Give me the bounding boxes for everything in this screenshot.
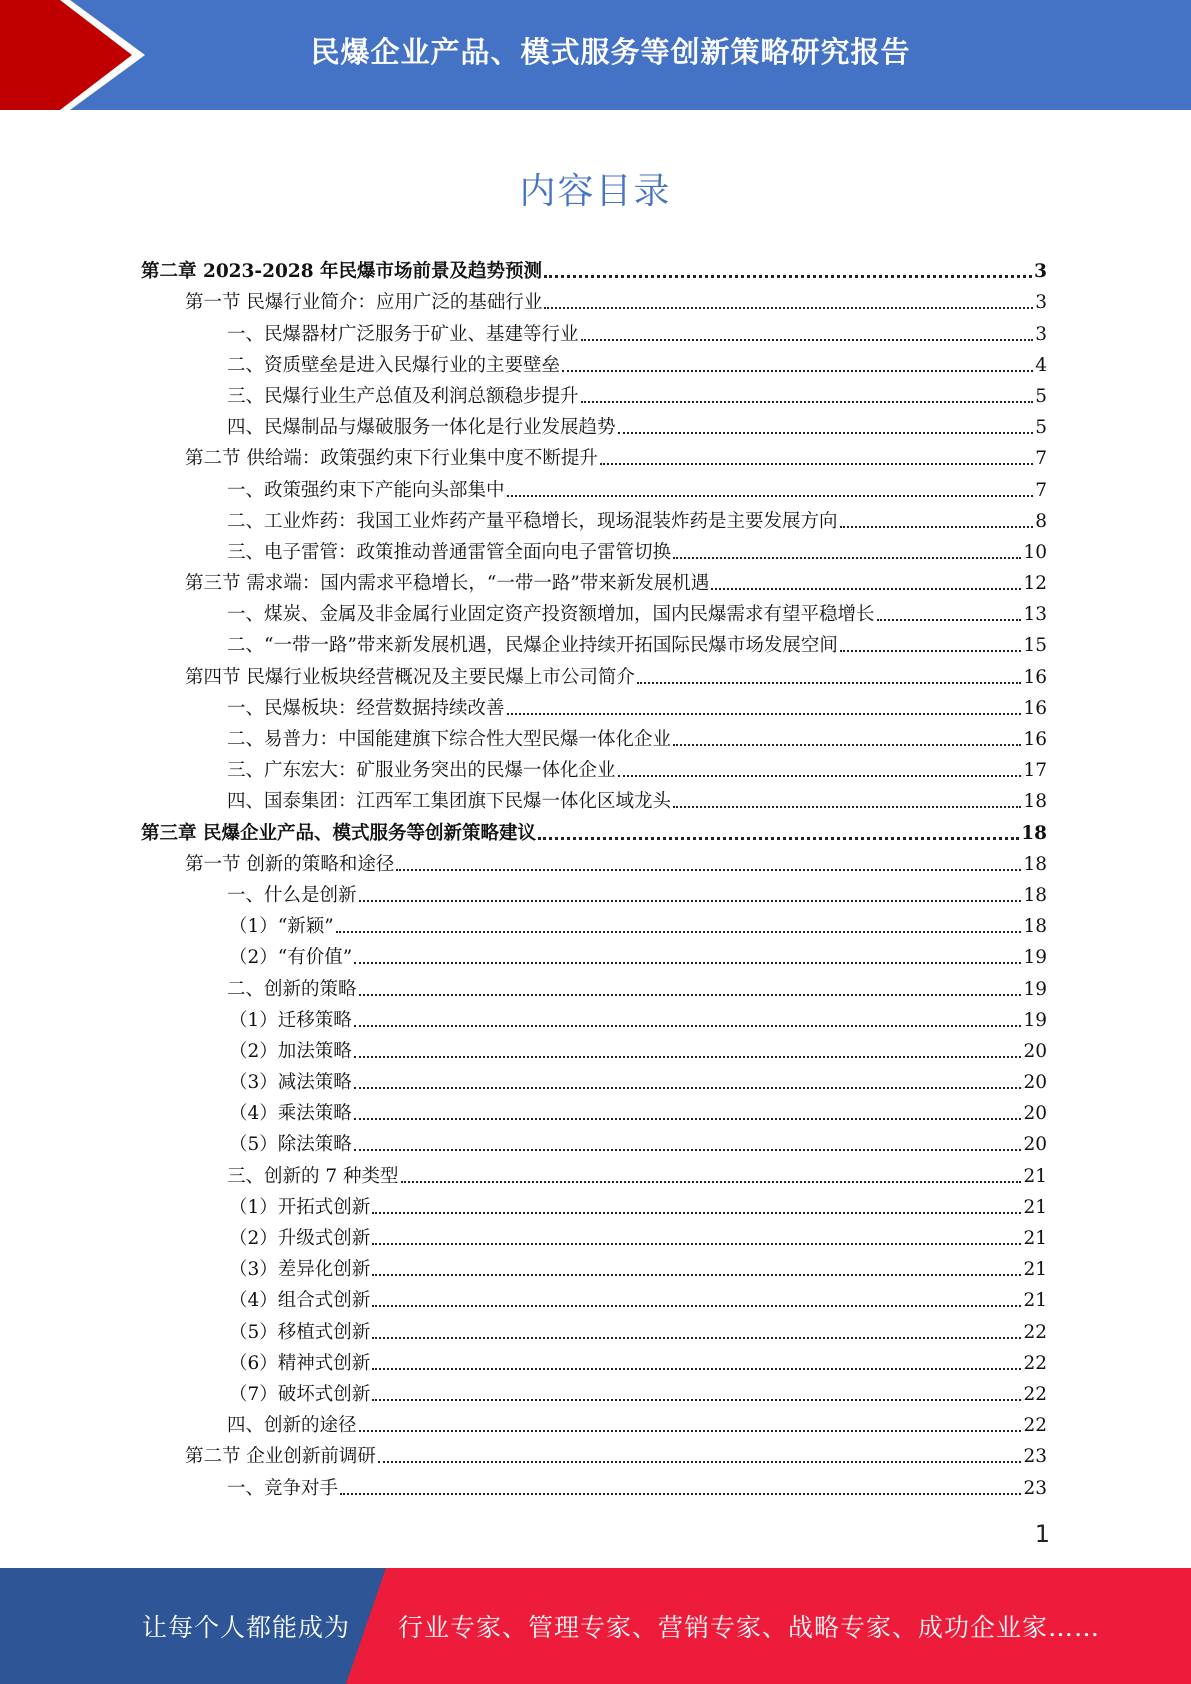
toc-entry[interactable] (141, 315, 1047, 346)
toc-entry[interactable] (141, 1220, 1047, 1251)
toc-entry-page: 7 (1035, 448, 1047, 470)
toc-entry-label: （4）组合式创新 (229, 1290, 371, 1312)
toc-entry[interactable] (141, 846, 1047, 877)
toc-entry-page: 23 (1023, 1446, 1047, 1468)
toc-entry-page: 19 (1023, 978, 1047, 1000)
toc-entry[interactable] (141, 1189, 1047, 1220)
toc-entry-label: （5）移植式创新 (229, 1321, 371, 1343)
toc-dot-leader (840, 632, 1022, 652)
footer-slogan-left: 让每个人都能成为 (142, 1613, 351, 1642)
toc-entry[interactable] (141, 690, 1047, 721)
toc-entry-label: 二、工业炸药：我国工业炸药产量平稳增长，现场混装炸药是主要发展方向 (227, 510, 838, 532)
toc-entry-page: 21 (1023, 1196, 1047, 1218)
toc-dot-leader (840, 508, 1034, 528)
toc-entry[interactable] (141, 877, 1047, 908)
toc-dot-leader (507, 477, 1034, 497)
toc-entry[interactable] (141, 284, 1047, 315)
report-footer-banner (0, 1568, 1191, 1684)
toc-entry-label: 第二节 企业创新前调研 (185, 1446, 376, 1468)
toc-entry-page: 20 (1023, 1040, 1047, 1062)
toc-entry-page: 16 (1023, 729, 1047, 750)
toc-entry-page: 16 (1023, 666, 1047, 688)
toc-entry[interactable] (141, 534, 1047, 565)
toc-entry-page: 21 (1023, 1259, 1047, 1281)
toc-dot-leader (336, 913, 1022, 933)
toc-entry-label: （3）减法策略 (229, 1072, 352, 1094)
toc-entry-label: 二、易普力：中国能建旗下综合性大型民爆一体化企业 (227, 729, 672, 750)
toc-entry[interactable] (141, 1251, 1047, 1282)
toc-entry-page: 21 (1023, 1228, 1047, 1249)
toc-entry-page: 16 (1023, 697, 1047, 719)
toc-entry-page: 22 (1023, 1321, 1047, 1343)
toc-entry-label: 一、民爆器材广泛服务于矿业、基建等行业 (227, 323, 579, 345)
toc-dot-leader (372, 1225, 1021, 1245)
toc-entry-page: 18 (1023, 884, 1047, 906)
toc-dot-leader (359, 882, 1022, 902)
toc-dot-leader (544, 289, 1033, 309)
toc-entry[interactable] (141, 596, 1047, 627)
toc-dot-leader (372, 1319, 1021, 1339)
toc-entry[interactable] (141, 658, 1047, 689)
toc-entry[interactable] (141, 939, 1047, 970)
toc-entry-page: 18 (1023, 791, 1047, 813)
toc-entry-label: 第二章 2023-2028 年民爆市场前景及趋势预测 (141, 261, 543, 283)
toc-entry-label: 第四节 民爆行业板块经营概况及主要民爆上市公司简介 (185, 666, 635, 688)
toc-entry-label: （7）破坏式创新 (229, 1383, 371, 1405)
toc-entry-label: （2）升级式创新 (229, 1228, 371, 1249)
toc-entry-label: 三、民爆行业生产总值及利润总额稳步提升 (227, 385, 579, 407)
toc-entry-label: 一、什么是创新 (227, 884, 357, 906)
toc-entry-page: 18 (1023, 916, 1047, 938)
toc-entry[interactable] (141, 1282, 1047, 1313)
toc-entry-page: 7 (1035, 479, 1047, 501)
toc-entry-page: 22 (1023, 1383, 1047, 1405)
toc-dot-leader (354, 1100, 1022, 1120)
toc-entry-label: 二、创新的策略 (227, 978, 357, 1000)
toc-entry[interactable] (141, 1469, 1047, 1500)
toc-entry-page: 22 (1023, 1352, 1047, 1374)
toc-entry-page: 18 (1021, 822, 1047, 844)
toc-dot-leader (354, 1038, 1022, 1058)
toc-entry-label: 一、竞争对手 (227, 1477, 339, 1499)
toc-entry[interactable] (141, 347, 1047, 378)
toc-entry[interactable] (141, 503, 1047, 534)
toc-dot-leader (581, 383, 1034, 403)
toc-entry[interactable] (141, 378, 1047, 409)
toc-entry[interactable] (141, 1064, 1047, 1095)
toc-entry-page: 19 (1023, 947, 1047, 969)
toc-dot-leader (354, 944, 1021, 964)
toc-dot-leader (372, 1256, 1021, 1276)
toc-dot-leader (618, 414, 1034, 434)
toc-entry-page: 23 (1023, 1477, 1047, 1499)
toc-entry-label: 第二节 供给端：政策强约束下行业集中度不断提升 (185, 448, 598, 470)
toc-entry-label: 一、民爆板块：经营数据持续改善 (227, 697, 505, 719)
toc-entry-page: 21 (1023, 1165, 1047, 1187)
toc-entry[interactable] (141, 1313, 1047, 1344)
toc-dot-leader (359, 976, 1022, 996)
toc-entry[interactable] (141, 752, 1047, 783)
toc-dot-leader (359, 1412, 1022, 1432)
toc-dot-leader (372, 1350, 1021, 1370)
toc-entry-label: 第三节 需求端：国内需求平稳增长，“一带一路”带来新发展机遇 (185, 573, 710, 595)
report-header-banner (0, 0, 1191, 110)
toc-entry-label: 第三章 民爆企业产品、模式服务等创新策略建议 (141, 822, 536, 844)
toc-entry[interactable] (141, 908, 1047, 939)
toc-entry-label: 第一节 民爆行业简介：应用广泛的基础行业 (185, 292, 543, 314)
toc-entry[interactable] (141, 783, 1047, 814)
toc-entry-page: 21 (1023, 1290, 1047, 1312)
toc-dot-leader (401, 1163, 1022, 1183)
toc-entry[interactable] (141, 440, 1047, 471)
toc-entry[interactable] (141, 1002, 1047, 1033)
toc-dot-leader (354, 1007, 1022, 1027)
toc-entry-label: （2）“有价值” (229, 947, 353, 969)
toc-entry[interactable] (141, 814, 1047, 845)
red-chevron-decoration (0, 0, 160, 110)
toc-dot-leader (673, 539, 1021, 559)
toc-entry-label: 第一节 创新的策略和途径 (185, 853, 395, 875)
toc-dot-leader (372, 1194, 1021, 1214)
toc-entry-page: 17 (1023, 760, 1047, 782)
toc-entry-page: 12 (1023, 573, 1047, 595)
toc-dot-leader (354, 1131, 1022, 1151)
toc-entry-page: 20 (1023, 1072, 1047, 1094)
toc-dot-leader (372, 1287, 1021, 1307)
toc-dot-leader (544, 257, 1032, 278)
toc-entry-page: 5 (1035, 385, 1047, 407)
toc-entry-label: （2）加法策略 (229, 1040, 352, 1062)
toc-entry[interactable] (141, 1407, 1047, 1438)
toc-dot-leader (877, 601, 1022, 621)
toc-entry-page: 20 (1023, 1134, 1047, 1156)
toc-entry-page: 5 (1035, 417, 1047, 439)
toc-entry-label: （3）差异化创新 (229, 1259, 371, 1281)
toc-dot-leader (340, 1475, 1021, 1495)
toc-entry-page: 3 (1035, 323, 1047, 345)
toc-entry[interactable] (141, 1033, 1047, 1064)
toc-entry-page: 4 (1035, 354, 1047, 376)
page-number: 1 (1034, 1520, 1050, 1548)
toc-dot-leader (637, 664, 1022, 684)
toc-entry-label: 三、创新的 7 种类型 (227, 1165, 399, 1187)
toc-dot-leader (507, 695, 1022, 715)
toc-entry-page: 3 (1035, 292, 1047, 314)
table-of-contents (141, 253, 1047, 1501)
toc-entry-page: 20 (1023, 1103, 1047, 1125)
toc-entry-label: （1）开拓式创新 (229, 1196, 371, 1218)
toc-entry[interactable] (141, 1095, 1047, 1126)
toc-entry[interactable] (141, 627, 1047, 658)
toc-dot-leader (378, 1443, 1022, 1463)
toc-entry[interactable] (141, 1126, 1047, 1157)
toc-entry-label: 四、创新的途径 (227, 1415, 357, 1437)
toc-entry-page: 18 (1023, 853, 1047, 875)
toc-dot-leader (673, 788, 1021, 808)
toc-entry[interactable] (141, 1345, 1047, 1376)
toc-entry[interactable] (141, 471, 1047, 502)
toc-dot-leader (354, 1069, 1022, 1089)
toc-entry[interactable] (141, 565, 1047, 596)
toc-dot-leader (618, 757, 1022, 777)
toc-entry-page: 19 (1023, 1009, 1047, 1031)
toc-entry[interactable] (141, 409, 1047, 440)
toc-entry-label: 四、民爆制品与爆破服务一体化是行业发展趋势 (227, 417, 616, 439)
toc-dot-leader (396, 851, 1021, 871)
toc-entry-label: （1）迁移策略 (229, 1009, 352, 1031)
toc-entry[interactable] (141, 721, 1047, 752)
toc-dot-leader (538, 819, 1019, 840)
toc-entry-label: （5）除法策略 (229, 1134, 352, 1156)
toc-dot-leader (581, 321, 1034, 341)
toc-entry[interactable] (141, 253, 1047, 284)
toc-dot-leader (673, 726, 1021, 746)
toc-entry[interactable] (141, 1438, 1047, 1469)
toc-dot-leader (562, 352, 1033, 372)
toc-entry[interactable] (141, 1157, 1047, 1188)
toc-entry-label: 四、国泰集团：江西军工集团旗下民爆一体化区域龙头 (227, 791, 672, 813)
toc-entry-page: 15 (1023, 635, 1047, 657)
toc-entry-label: 二、“一带一路”带来新发展机遇，民爆企业持续开拓国际民爆市场发展空间 (227, 635, 838, 657)
toc-entry-page: 10 (1023, 541, 1047, 563)
toc-entry-page: 3 (1034, 261, 1047, 283)
toc-entry-label: （6）精神式创新 (229, 1352, 371, 1374)
toc-entry-label: 二、资质壁垒是进入民爆行业的主要壁垒 (227, 354, 561, 376)
toc-entry-page: 8 (1035, 510, 1047, 532)
toc-entry-label: （4）乘法策略 (229, 1103, 352, 1125)
toc-entry[interactable] (141, 1376, 1047, 1407)
toc-entry-label: （1）“新颖” (229, 916, 334, 938)
toc-heading: 内容目录 (519, 171, 672, 212)
toc-entry-label: 一、政策强约束下产能向头部集中 (227, 479, 505, 501)
toc-dot-leader (711, 570, 1021, 590)
toc-entry-label: 一、煤炭、金属及非金属行业固定资产投资额增加，国内民爆需求有望平稳增长 (227, 604, 875, 626)
toc-entry-label: 三、电子雷管：政策推动普通雷管全面向电子雷管切换 (227, 541, 672, 563)
report-title: 民爆企业产品、模式服务等创新策略研究报告 (310, 34, 911, 69)
toc-entry-label: 三、广东宏大：矿服业务突出的民爆一体化企业 (227, 760, 616, 782)
toc-dot-leader (600, 445, 1033, 465)
toc-entry-page: 13 (1023, 604, 1047, 626)
footer-slogan-right: 行业专家、管理专家、营销专家、战略专家、成功企业家…… (398, 1613, 1101, 1642)
toc-entry[interactable] (141, 970, 1047, 1001)
toc-dot-leader (372, 1381, 1021, 1401)
toc-entry-page: 22 (1023, 1415, 1047, 1437)
